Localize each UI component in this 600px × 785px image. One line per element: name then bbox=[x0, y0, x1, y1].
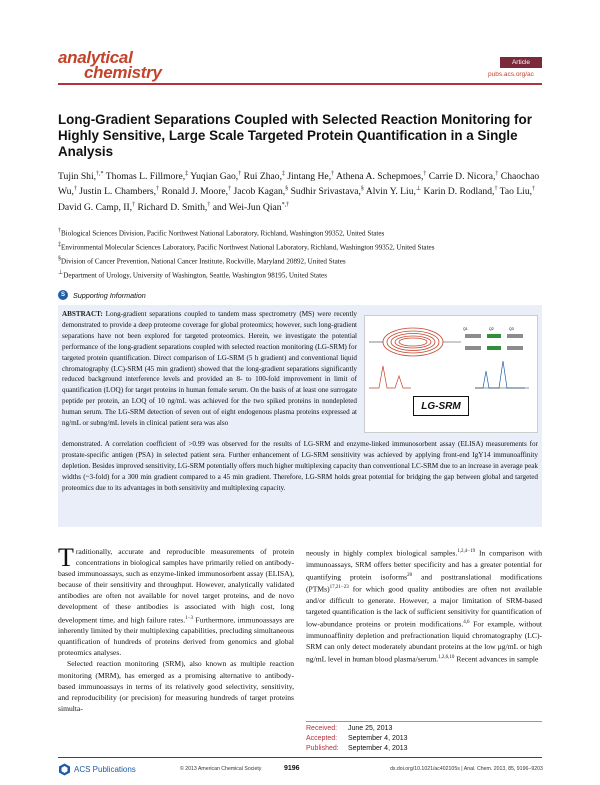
supporting-information-link[interactable] bbox=[58, 290, 146, 300]
acs-publications-label: ACS Publications bbox=[74, 765, 136, 774]
author[interactable]: Yuqian Gao,† bbox=[190, 171, 242, 183]
logo-line-2: chemistry bbox=[84, 63, 162, 82]
intro-paragraph-2: Selected reaction monitoring (SRM), also known as multiple reaction monitoring (MRM), has emerged as a promising alternative to antibody-based immunoassays in terms of its relatively good selectivity, sensitivity, and reproducibility (or precision) for measuring hundreds of target proteins simulta- bbox=[58, 659, 294, 713]
body-column-right bbox=[306, 546, 542, 665]
author[interactable]: David G. Camp, II,† bbox=[58, 201, 136, 213]
article-type-tab: Article bbox=[500, 57, 542, 68]
doi-citation[interactable]: dx.doi.org/10.1021/ac402105s | Anal. Chem. 2013, 85, 9196−9203 bbox=[390, 766, 543, 772]
author[interactable]: Carrie D. Nicora,† bbox=[428, 171, 499, 183]
affiliation: ⊥Department of Urology, University of Washington, Seattle, Washington 98195, United States bbox=[58, 269, 327, 279]
affiliation: †Biological Sciences Division, Pacific Northwest National Laboratory, Richland, Washington 99352, United States bbox=[58, 228, 385, 238]
toc-q1-label: Q1 bbox=[463, 327, 468, 331]
affiliation: ‡Environmental Molecular Sciences Laboratory, Pacific Northwest National Laboratory, Richland, Washington 99352, United States bbox=[58, 241, 435, 252]
toc-lg-srm-label: LG-SRM bbox=[413, 396, 469, 416]
author[interactable]: Rui Zhao,‡ bbox=[243, 171, 285, 183]
footer-divider bbox=[58, 757, 542, 758]
toc-q3-label: Q3 bbox=[509, 327, 514, 331]
supporting-info-icon: S bbox=[58, 290, 68, 300]
received-date: Received: June 25, 2013 bbox=[306, 725, 393, 732]
author[interactable]: Thomas L. Fillmore,‡ bbox=[105, 171, 189, 183]
author[interactable]: Sudhir Srivastava,§ bbox=[290, 186, 364, 198]
published-date: Published: September 4, 2013 bbox=[306, 745, 408, 752]
drop-cap: T bbox=[58, 543, 74, 572]
received-divider bbox=[306, 721, 542, 722]
citation-ref[interactable]: 1−3 bbox=[185, 615, 193, 621]
affiliation-list bbox=[58, 226, 542, 281]
author[interactable]: Jintang He,† bbox=[287, 171, 335, 183]
author[interactable]: Alvin Y. Liu,⊥ bbox=[365, 186, 422, 198]
author[interactable]: Jacob Kagan,§ bbox=[233, 186, 289, 198]
body-column-left bbox=[58, 543, 294, 714]
accepted-date: Accepted: September 4, 2013 bbox=[306, 735, 408, 742]
author[interactable]: Richard D. Smith,† bbox=[137, 201, 211, 213]
acs-publications-logo[interactable] bbox=[58, 763, 136, 776]
acs-hexagon-icon bbox=[58, 763, 71, 776]
abstract-lead: ABSTRACT: bbox=[62, 310, 103, 318]
toc-graphic bbox=[364, 315, 538, 433]
column-coil-icon bbox=[383, 328, 443, 356]
abstract-text-top bbox=[62, 309, 357, 429]
citation-ref[interactable]: 1,2,4−19 bbox=[457, 549, 476, 554]
quadrupole-icon bbox=[465, 334, 523, 350]
abstract-box bbox=[58, 305, 542, 527]
author[interactable]: Ronald J. Moore,† bbox=[161, 186, 232, 198]
affiliation: §Division of Cancer Prevention, National Cancer Institute, Rockville, Maryland 20892, United States bbox=[58, 255, 346, 266]
journal-logo bbox=[58, 50, 162, 80]
header-divider bbox=[58, 83, 542, 85]
copyright-notice: © 2013 American Chemical Society bbox=[180, 766, 262, 772]
chromatogram-trace-icon bbox=[369, 361, 529, 388]
citation-ref[interactable]: 1,2,6,10 bbox=[438, 654, 455, 660]
author-list bbox=[58, 168, 542, 214]
page-number: 9196 bbox=[284, 765, 300, 772]
author[interactable]: Justin L. Chambers,† bbox=[79, 186, 160, 198]
paper-title: Long-Gradient Separations Coupled with Selected Reaction Monitoring for Highly Sensitive, Large Scale Targeted Protein Quantification in a Single Analysis bbox=[58, 112, 532, 159]
author[interactable]: Chaochao Wu,† bbox=[58, 171, 540, 198]
intro-paragraph-1: Traditionally, accurate and reproducible measurements of protein concentrations in biological samples have primarily relied on antibody-based immunoassays, such as enzyme-linked immunosorbent assay (ELISA), because of their sensitivity and throughput. However, analytically validated antibodies are often not available for novel target proteins, and de novo development of these antibodies is associated with high cost, long development time, and high failure rates.$^{1-3}$ Furthermore, immunoassays are inherently limited by their multiplexing capabilities, precluding simultaneous quantification of hundreds of proteins derived from genomics and global proteomics analyses. bbox=[58, 543, 294, 658]
abstract-part-1: Long-gradient separations coupled to tandem mass spectrometry (MS) were recently demonstrated to provide a deep proteome coverage for global proteomics; however, such long-gradient separations have not been explored for targeted proteomics. Herein, we investigate the potential performance of the long-gradient separations coupled with selected reaction monitoring (LG-SRM) for targeted protein quantification. Direct comparison of LG-SRM (5 h gradient) and conventional liquid chromatography (LC)-SRM (45 min gradient) showed that the long-gradient separations significantly reduced background interference levels and provided an 8- to 100-fold improvement in limit of quantification (LOQ) for target proteins in human female serum. On the basis of at least one surrogate peptide per protein, an LOQ of 10 ng/mL was achieved for the two spiked proteins in nondepleted human serum. The LG-SRM detection of seven out of eight endogenous plasma proteins expressed at ng/mL or subng/mL levels in clinical patient sera was also bbox=[62, 310, 357, 428]
logo-line-1: analytical bbox=[58, 48, 133, 67]
author[interactable]: Karin D. Rodland,† bbox=[423, 186, 498, 198]
author[interactable]: and Wei-Jun Qian*,† bbox=[212, 201, 290, 213]
toc-illustration bbox=[365, 316, 539, 434]
intro-paragraph-continued: neously in highly complex biological samples.$^{1,2,4-19}$ In comparison with immunoassays, SRM offers better specificity and has a greater potential for quantifying protein isoforms$^{20}$ and posttranslational modifications (PTMs)$^{17,21-23}$ for which good quality antibodies are often not available and/or difficult to generate. However, a major limitation of SRM-based targeted quantification is the lack of sufficient sensitivity for quantification of low-abundance proteins or protein modifications.$^{4,6}$ For example, without immunoaffinity depletion and prefractionation liquid chromatography (LC)-SRM can only detect moderately abundant proteins at the low μg/mL or high ng/mL level in human blood plasma/serum.$^{1,2,6,10}$ Recent advances in sample bbox=[306, 548, 542, 664]
citation-ref[interactable]: 17,21−23 bbox=[329, 585, 349, 591]
abstract-text-bottom: demonstrated. A correlation coefficient of >0.99 was observed for the results of LG-SRM and enzyme-linked immunosorbent assay (ELISA) measurements for prostate-specific antigen (PSA) in selected patient sera. Further enhancement of LG-SRM sensitivity was achieved by applying front-end IgY14 immunoaffinity depletion. Besides improved sensitivity, LG-SRM potentially offers much higher multiplexing capacity than conventional LC-SRM due to an increase in average peak widths (~3-fold) for a 300 min gradient compared to a 45 min gradient. Therefore, LG-SRM holds great potential for bridging the gap between global and targeted proteomics due to its advantages in both sensitivity and multiplexing capacity. bbox=[62, 440, 538, 492]
toc-q2-label: Q2 bbox=[489, 327, 494, 331]
supporting-info-label: Supporting Information bbox=[73, 290, 146, 300]
citation-ref[interactable]: 20 bbox=[407, 572, 413, 578]
publication-dates bbox=[306, 724, 408, 754]
author[interactable]: Tao Liu,† bbox=[499, 186, 536, 198]
author[interactable]: Athena A. Schepmoes,† bbox=[335, 171, 427, 183]
citation-ref[interactable]: 4,6 bbox=[463, 620, 470, 626]
author[interactable]: Tujin Shi,†,* bbox=[58, 171, 104, 183]
journal-url-link[interactable]: pubs.acs.org/ac bbox=[488, 71, 534, 78]
